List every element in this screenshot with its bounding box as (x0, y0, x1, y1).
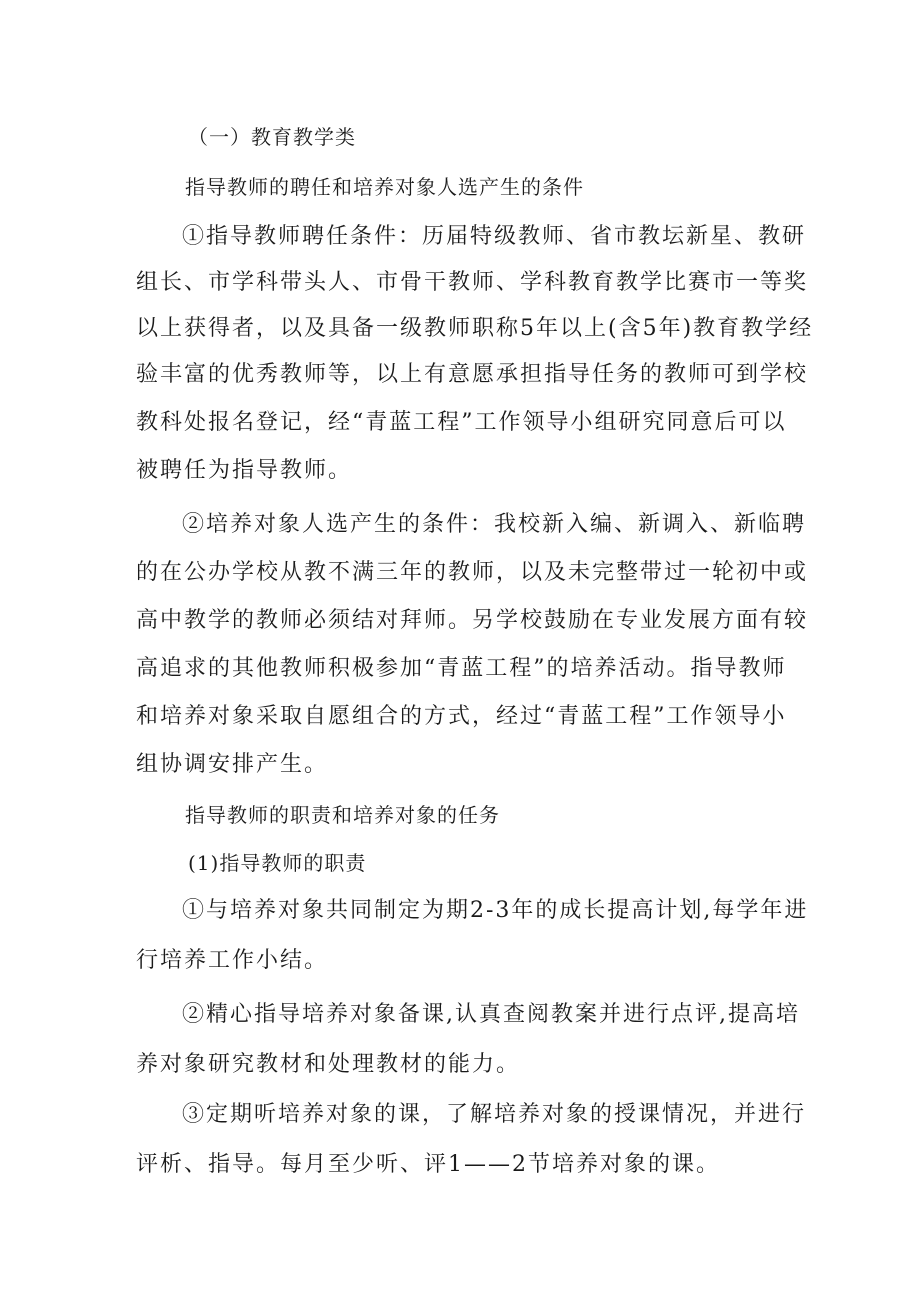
para1-line: ①指导教师聘任条件：历届特级教师、省市教坛新星、教研 (182, 224, 807, 249)
section2-title: 指导教师的职责和培养对象的任务 (185, 803, 500, 827)
para2-line: 组协调安排产生。 (136, 752, 329, 777)
section-heading: （一）教育教学类 (188, 125, 356, 149)
para1-line: 教科处报名登记，经“青蓝工程”工作领导小组研究同意后可以 (136, 410, 787, 435)
item3-line: 评析、指导。每月至少听、评1——2节培养对象的课。 (136, 1152, 720, 1177)
section2-subtitle: (1)指导教师的职责 (188, 851, 367, 875)
item3-line: ③定期听培养对象的课，了解培养对象的授课情况，并进行 (182, 1102, 807, 1127)
item2-line: ②精心指导培养对象备课,认真查阅教案并进行点评,提高培 (182, 1002, 800, 1027)
para2-line: 高追求的其他教师积极参加“青蓝工程”的培养活动。指导教师 (136, 656, 787, 681)
section1-title: 指导教师的聘任和培养对象人选产生的条件 (185, 175, 584, 199)
para2-line: 高中教学的教师必须结对拜师。另学校鼓励在专业发展方面有较 (136, 608, 809, 633)
para2-line: ②培养对象人选产生的条件：我校新入编、新调入、新临聘 (182, 512, 807, 537)
para1-line: 以上获得者，以及具备一级教师职称5年以上(含5年)教育教学经 (136, 316, 814, 341)
para1-line: 组长、市学科带头人、市骨干教师、学科教育教学比赛市一等奖 (136, 270, 809, 295)
para2-line: 和培养对象采取自愿组合的方式，经过“青蓝工程”工作领导小 (136, 704, 787, 729)
item2-line: 养对象研究教材和处理教材的能力。 (136, 1052, 521, 1077)
para1-line: 被聘任为指导教师。 (136, 458, 353, 483)
para1-line: 验丰富的优秀教师等，以上有意愿承担指导任务的教师可到学校 (136, 362, 809, 387)
item1-line: 行培养工作小结。 (136, 948, 329, 973)
para2-line: 的在公办学校从教不满三年的教师，以及未完整带过一轮初中或 (136, 560, 809, 585)
item1-line: ①与培养对象共同制定为期2-3年的成长提高计划,每学年进 (182, 898, 809, 923)
